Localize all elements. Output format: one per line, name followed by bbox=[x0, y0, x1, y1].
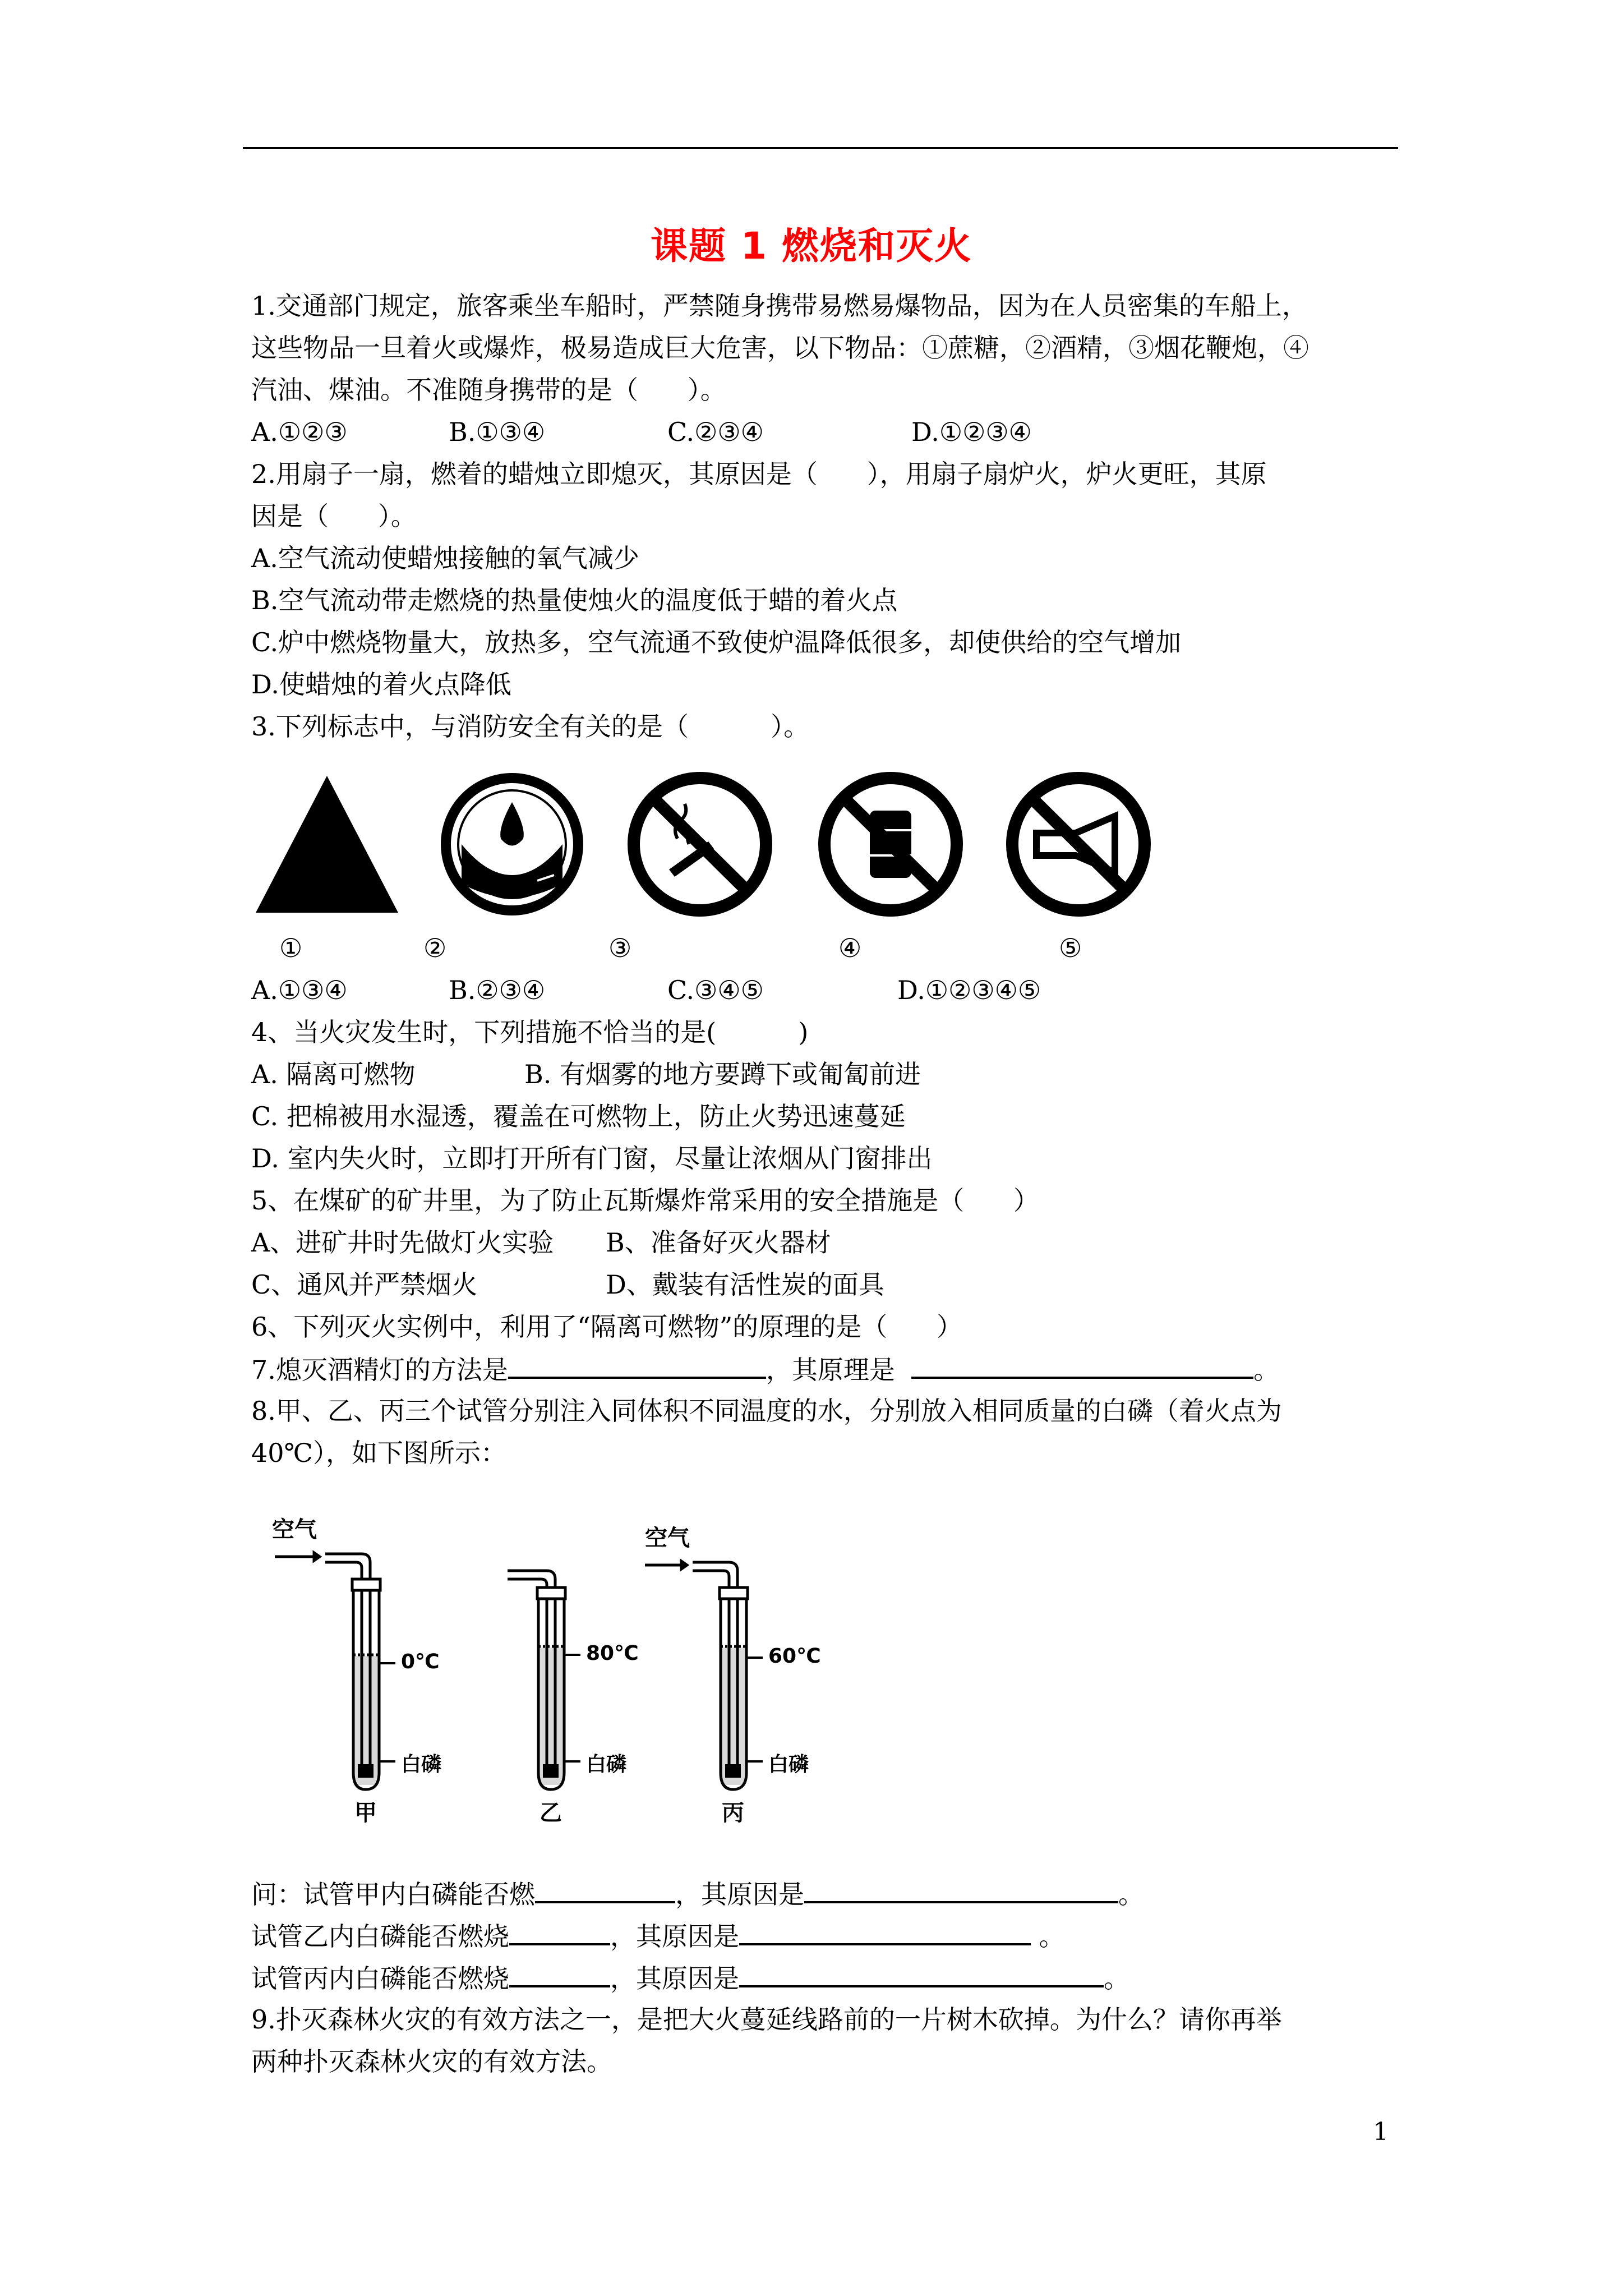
q4-option-b: B. 有烟雾的地方要蹲下或匍匐前进 bbox=[524, 1059, 921, 1089]
q7-blank-principle[interactable] bbox=[911, 1352, 1253, 1379]
q5-option-d: D、戴装有活性炭的面具 bbox=[606, 1269, 884, 1300]
q8-a1-text-end: 。 bbox=[1118, 1879, 1144, 1910]
q1-option-c: C.②③④ bbox=[667, 417, 764, 447]
air-label-jia: 空气 bbox=[272, 1517, 317, 1543]
q5-line1: 5、在煤矿的矿井里，为了防止瓦斯爆炸常采用的安全措施是（ ） bbox=[251, 1185, 1039, 1216]
q6-line1: 6、下列灭火实例中，利用了“隔离可燃物”的原理的是（ ） bbox=[251, 1312, 963, 1342]
q5-option-c: C、通风并严禁烟火 bbox=[251, 1269, 478, 1300]
q7-text-end: 。 bbox=[1253, 1355, 1280, 1385]
q8-line2: 40℃），如下图所示： bbox=[251, 1438, 506, 1468]
q2-option-a: A.空气流动使蜡烛接触的氧气减少 bbox=[251, 543, 639, 573]
q8-a2-blank-reason[interactable] bbox=[739, 1918, 1031, 1945]
sign-number-5: ⑤ bbox=[1059, 933, 1082, 963]
q9-line2: 两种扑灭森林火灾的有效方法。 bbox=[251, 2046, 612, 2077]
q8-a3-blank-reason[interactable] bbox=[739, 1961, 1104, 1987]
sign-number-2: ② bbox=[423, 933, 447, 963]
q8-a3-text-end: 。 bbox=[1104, 1963, 1129, 1994]
phosphorus-label-yi: 白磷 bbox=[586, 1753, 627, 1776]
q8-answer-yi bbox=[251, 1918, 1065, 1953]
sign-number-4: ④ bbox=[838, 933, 862, 963]
q1-option-d: D.①②③④ bbox=[911, 417, 1032, 447]
tube-name-jia: 甲 bbox=[354, 1800, 377, 1826]
q8-test-tube-figure bbox=[264, 1509, 869, 1826]
temp-label-bing: 60℃ bbox=[768, 1645, 821, 1668]
air-label-bing: 空气 bbox=[645, 1525, 690, 1551]
q8-a1-text: 问：试管甲内白磷能否燃 bbox=[251, 1879, 535, 1910]
q1-line1: 1.交通部门规定，旅客乘坐车船时，严禁随身携带易燃易爆物品，因为在人员密集的车船上， bbox=[251, 291, 1308, 321]
q7-blank-method[interactable] bbox=[508, 1352, 766, 1379]
q2-option-d: D.使蜡烛的着火点降低 bbox=[251, 669, 511, 700]
q3-option-a: A.①③④ bbox=[251, 975, 348, 1005]
q9-line1: 9.扑灭森林火灾的有效方法之一，是把大火蔓延线路前的一片树木砍掉。为什么？请你再举 bbox=[251, 2004, 1282, 2035]
no-fuel-barrel-icon bbox=[815, 771, 966, 917]
water-drop-circle-icon bbox=[436, 771, 588, 917]
q8-a2-text-mid: ，其原因是 bbox=[610, 1921, 739, 1952]
page-title: 课题 1 燃烧和灭火 bbox=[651, 224, 972, 268]
q1-line3: 汽油、煤油。不准随身携带的是（ ）。 bbox=[251, 375, 726, 405]
q7-line bbox=[251, 1352, 1279, 1387]
q1-option-b: B.①③④ bbox=[449, 417, 546, 447]
q3-option-b: B.②③④ bbox=[449, 975, 546, 1005]
q2-line1: 2.用扇子一扇，燃着的蜡烛立即熄灭，其原因是（ ），用扇子扇炉火，炉火更旺，其原 bbox=[251, 459, 1267, 489]
q8-a2-blank-yesno[interactable] bbox=[509, 1918, 610, 1945]
q3-option-c: C.③④⑤ bbox=[667, 975, 764, 1005]
no-smoking-icon bbox=[624, 771, 776, 917]
q2-option-c: C.炉中燃烧物量大，放热多，空气流通不致使炉温降低很多，却使供给的空气增加 bbox=[251, 627, 1182, 657]
q8-a2-text: 试管乙内白磷能否燃烧 bbox=[251, 1921, 509, 1952]
q8-line1: 8.甲、乙、丙三个试管分别注入同体积不同温度的水，分别放入相同质量的白磷（着火点为 bbox=[251, 1396, 1282, 1426]
q8-answer-bing bbox=[251, 1961, 1129, 1995]
tube-name-yi: 乙 bbox=[540, 1800, 562, 1826]
temp-label-jia: 0℃ bbox=[401, 1650, 440, 1673]
q4-option-c: C. 把棉被用水湿透，覆盖在可燃物上，防止火势迅速蔓延 bbox=[251, 1101, 906, 1131]
q1-line2: 这些物品一旦着火或爆炸，极易造成巨大危害，以下物品：①蔗糖，②酒精，③烟花鞭炮，④ bbox=[251, 333, 1309, 363]
q8-a3-blank-yesno[interactable] bbox=[509, 1961, 610, 1987]
q8-answer-jia bbox=[251, 1876, 1144, 1911]
q8-a3-text: 试管丙内白磷能否燃烧 bbox=[251, 1963, 509, 1994]
phosphorus-label-jia: 白磷 bbox=[401, 1753, 442, 1776]
phosphorus-label-bing: 白磷 bbox=[768, 1753, 809, 1776]
q8-a3-text-mid: ，其原因是 bbox=[610, 1963, 739, 1994]
sign-number-1: ① bbox=[279, 933, 303, 963]
q3-line1: 3.下列标志中，与消防安全有关的是（ ）。 bbox=[251, 711, 810, 742]
q4-option-a: A. 隔离可燃物 bbox=[251, 1059, 416, 1089]
q5-option-a: A、进矿井时先做灯火实验 bbox=[251, 1227, 554, 1258]
q7-text: 7.熄灭酒精灯的方法是 bbox=[251, 1355, 508, 1385]
tube-name-bing: 丙 bbox=[722, 1800, 744, 1826]
temp-label-yi: 80℃ bbox=[586, 1642, 639, 1665]
header-rule bbox=[243, 147, 1398, 149]
q4-line1: 4、当火灾发生时，下列措施不恰当的是( ) bbox=[251, 1017, 809, 1047]
warning-triangle-icon bbox=[251, 771, 403, 917]
q3-option-d: D.①②③④⑤ bbox=[897, 975, 1041, 1005]
no-horn-icon bbox=[1003, 771, 1154, 917]
page-number: 1 bbox=[1373, 2118, 1389, 2146]
q2-option-b: B.空气流动带走燃烧的热量使烛火的温度低于蜡的着火点 bbox=[251, 585, 898, 615]
q5-option-b: B、准备好灭火器材 bbox=[606, 1227, 831, 1258]
sign-number-3: ③ bbox=[608, 933, 632, 963]
q8-a1-blank-reason[interactable] bbox=[804, 1876, 1118, 1903]
q7-text-mid: ，其原理是 bbox=[766, 1355, 895, 1385]
q1-option-a: A.①②③ bbox=[251, 417, 348, 447]
q8-a1-text-mid: ，其原因是 bbox=[675, 1879, 804, 1910]
q3-signs bbox=[251, 771, 1177, 917]
q4-option-d: D. 室内失火时，立即打开所有门窗，尽量让浓烟从门窗排出 bbox=[251, 1143, 933, 1174]
q8-a2-text-end: 。 bbox=[1031, 1921, 1065, 1952]
q2-line2: 因是（ ）。 bbox=[251, 501, 417, 531]
q8-a1-blank-yesno[interactable] bbox=[535, 1876, 675, 1903]
